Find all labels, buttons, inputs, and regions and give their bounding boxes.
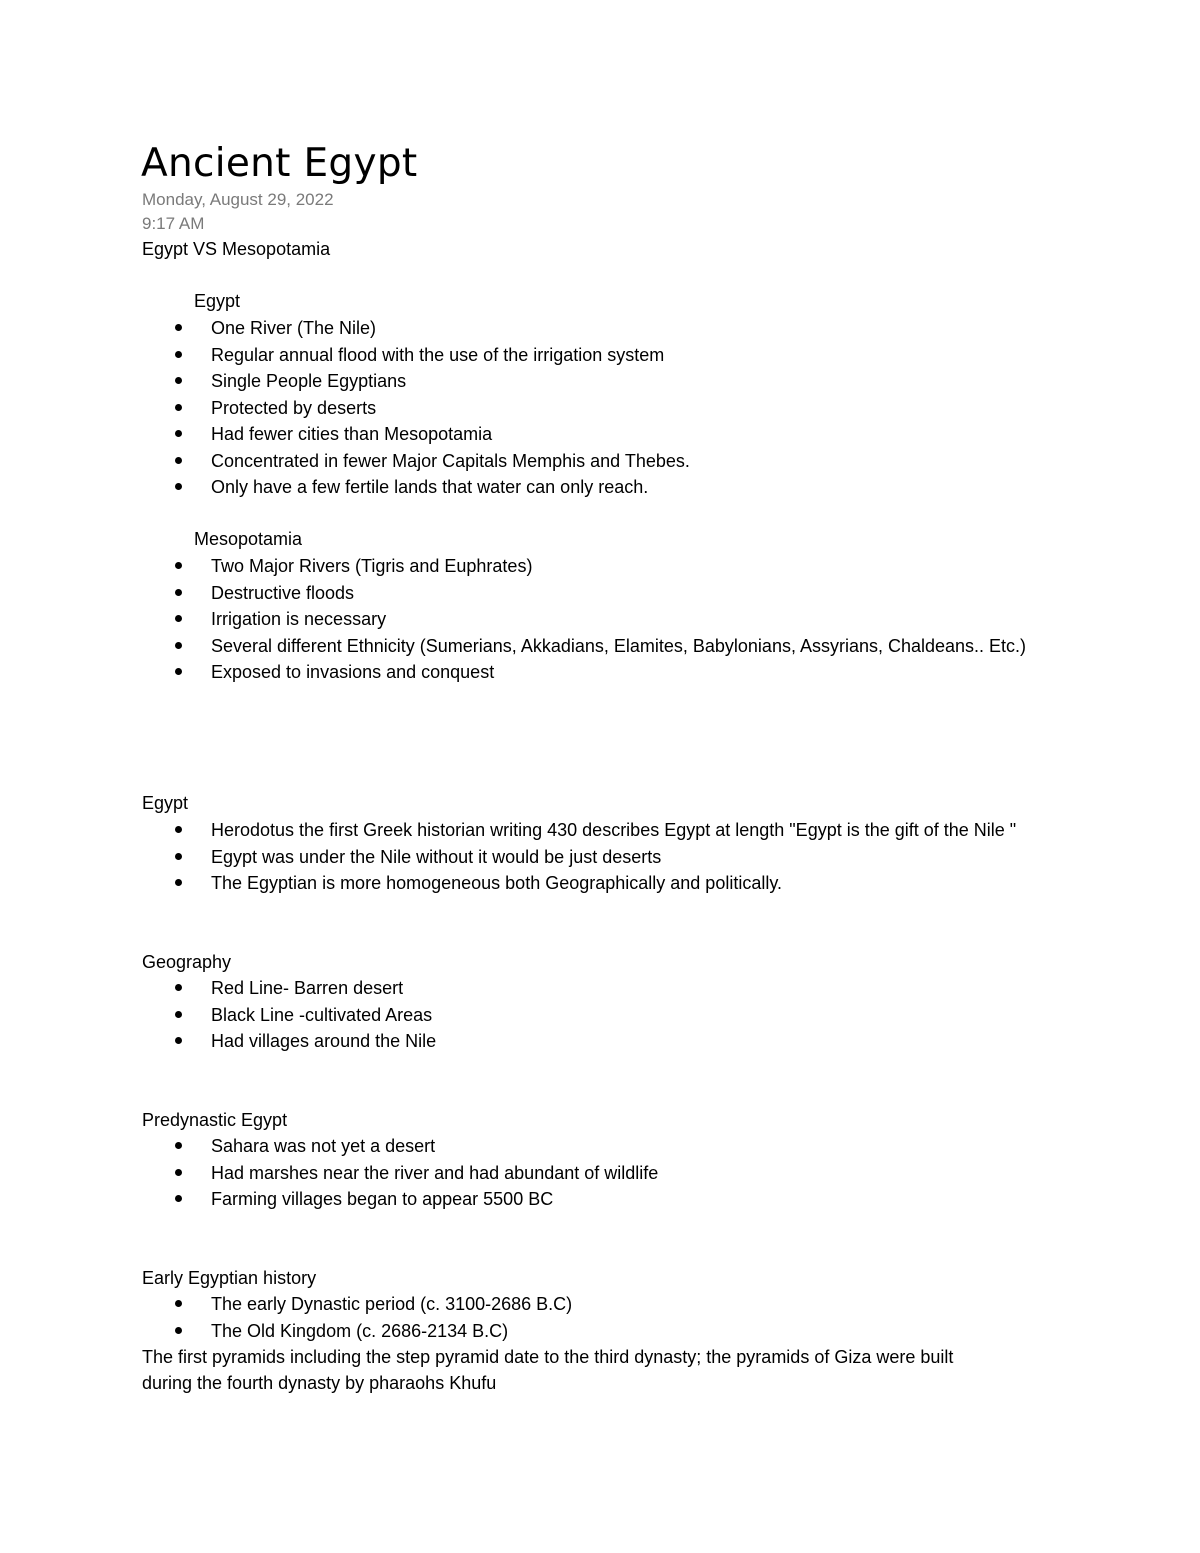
list-item: Single People Egyptians — [0, 368, 1071, 395]
note-date: Monday, August 29, 2022 — [142, 190, 334, 209]
meso-sub-heading: Mesopotamia — [194, 529, 303, 549]
early-history-heading: Early Egyptian history — [142, 1268, 317, 1288]
list-item: Had fewer cities than Mesopotamia — [0, 421, 1071, 448]
meso-sub-list — [0, 553, 1071, 686]
list-item: Several different Ethnicity (Sumerians, Akkadians, Elamites, Babylonians, Assyrians, Chaldeans.. Etc.) — [0, 633, 1071, 660]
geography-heading: Geography — [142, 952, 232, 972]
geography-list — [0, 975, 1071, 1055]
egypt-heading: Egypt — [142, 793, 189, 813]
egypt-sub-list — [0, 315, 1071, 501]
list-item: Sahara was not yet a desert — [0, 1133, 1071, 1160]
list-item: Had villages around the Nile — [0, 1028, 1071, 1055]
pyramids-paragraph-line-1: The first pyramids including the step pyramid date to the third dynasty; the pyramids of Giza were built — [142, 1347, 954, 1367]
list-item: Regular annual flood with the use of the irrigation system — [0, 342, 1071, 369]
note-time: 9:17 AM — [142, 214, 205, 233]
list-item: Two Major Rivers (Tigris and Euphrates) — [0, 553, 1071, 580]
list-item: The early Dynastic period (c. 3100-2686 B.C) — [0, 1291, 1071, 1318]
predynastic-heading: Predynastic Egypt — [142, 1110, 288, 1130]
list-item: Destructive floods — [0, 580, 1071, 607]
list-item: Farming villages began to appear 5500 BC — [0, 1186, 1071, 1213]
list-item: Herodotus the first Greek historian writing 430 describes Egypt at length "Egypt is the gift of the Nile " — [0, 817, 1071, 844]
egypt-list — [0, 817, 1071, 897]
list-item: The Old Kingdom (c. 2686-2134 B.C) — [0, 1318, 1071, 1345]
list-item: The Egyptian is more homogeneous both Geographically and politically. — [0, 870, 1071, 897]
egypt-sub-heading: Egypt — [194, 291, 241, 311]
list-item: Had marshes near the river and had abundant of wildlife — [0, 1160, 1071, 1187]
early-history-list — [0, 1291, 1071, 1344]
pyramids-paragraph-line-2: during the fourth dynasty by pharaohs Khufu — [142, 1373, 497, 1393]
list-item: Irrigation is necessary — [0, 606, 1071, 633]
list-item: Exposed to invasions and conquest — [0, 659, 1071, 686]
list-item: Only have a few fertile lands that water can only reach. — [0, 474, 1071, 501]
predynastic-list — [0, 1133, 1071, 1213]
intro-heading: Egypt VS Mesopotamia — [142, 239, 331, 259]
list-item: Egypt was under the Nile without it would be just deserts — [0, 844, 1071, 871]
list-item: Concentrated in fewer Major Capitals Memphis and Thebes. — [0, 448, 1071, 475]
list-item: Red Line- Barren desert — [0, 975, 1071, 1002]
list-item: Protected by deserts — [0, 395, 1071, 422]
note-title: Ancient Egypt — [141, 141, 418, 186]
list-item: Black Line -cultivated Areas — [0, 1002, 1071, 1029]
list-item: One River (The Nile) — [0, 315, 1071, 342]
